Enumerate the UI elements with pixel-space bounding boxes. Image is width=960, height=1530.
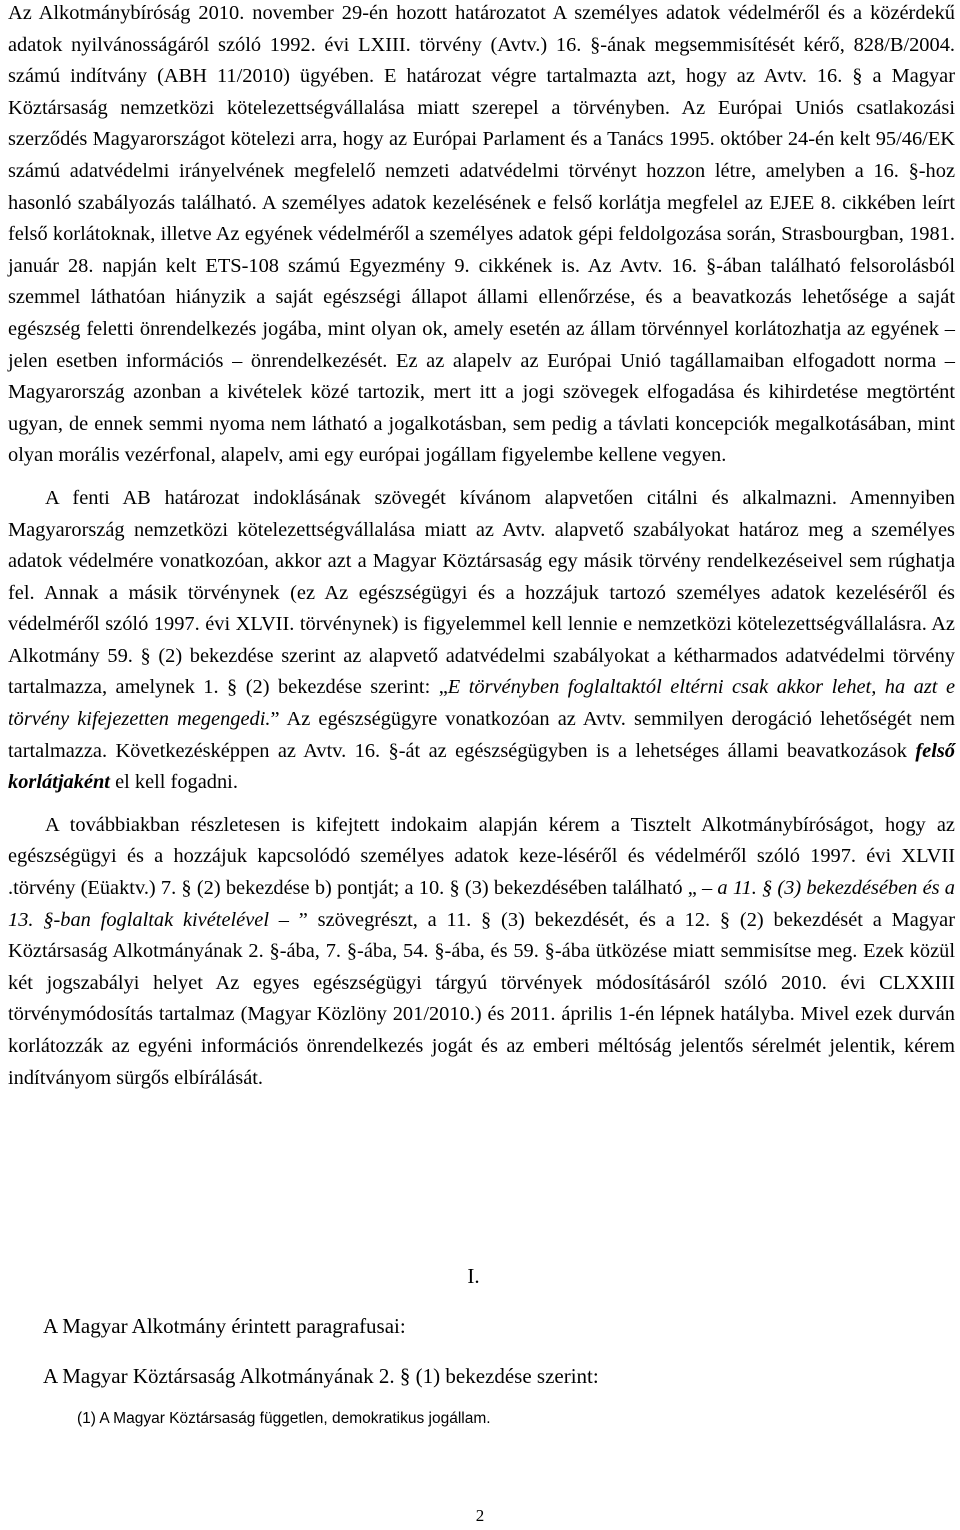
paragraph-text: – ” szövegrészt, a 11. § (3) bekezdését, és a 12. § (2) bekezdését a Magyar Köztársaság Alkotmányának 2. §-ába, 7. §-ába, 54. §-ába, és 59. §-ába ütközése miatt semmisítse meg. Ezek közül két jogszabályi helyet Az egyes egészségügyi tárgyú törvények módosításáról szóló 2010. évi CLXXIII törvénymódosítás tartalmaz (Magyar Közlöny 201/2010.) és 2011. április 1-én lépnek hatályba. Mivel ezek durván korlátozzák az egyéni információs önrendelkezés jogát és az emberi méltóság jelentős sérelmét jelentik, kérem indítványom sürgős elbírálását. <box>8 908 956 1089</box>
paragraph-citation-request <box>8 483 955 799</box>
paragraph-text: A fenti AB határozat indoklásának szövegét kívánom alapvetően citálni és alkalmazni. Amennyiben Magyarország nemzetközi kötelezettségvállalása miatt az Avtv. alapvető szabályokat határoz meg a személyes adatok védelmére vonatkozóan, akkor azt a Magyar Köztársaság egy másik törvény rendelkezéseivel sem rúghatja fel. Annak a másik törvénynek (ez Az egészségügyi és a hozzájuk tartozó személyes adatok kezeléséről és védelméről szóló 1997. évi XLVII. törvénynek) is figyelemmel kell lennie e nemzetközi kötelezettségvállalásra. Az Alkotmány 59. § (2) bekezdése szerint az alapvető adatvédelmi szabályokat a kétharmados adatvédelmi törvény tartalmazza, amelynek 1. § (2) bekezdése szerint: „ <box>8 486 955 699</box>
section-heading: A Magyar Alkotmány érintett paragrafusai: <box>43 1314 406 1338</box>
constitution-quote: (1) A Magyar Köztársaság független, demokratikus jogállam. <box>77 1410 491 1427</box>
emphasized-phrase: felső korlátjaként <box>8 739 955 794</box>
page-number: 2 <box>475 1506 485 1525</box>
section-number: I. <box>467 1264 480 1288</box>
paragraph-text: ” Az egészségügyre vonatkozóan az Avtv. semmilyen derogáció lehetőségét nem tartalmazza. Következésképpen az Avtv. 16. §-át az egészségügyben is a lehetséges állami beavatkozások <box>8 708 955 762</box>
paragraph-petition <box>8 810 955 1094</box>
paragraph-ab-decision: Az Alkotmánybíróság 2010. november 29-én hozott határozatot A személyes adatok védelméről és a közérdekű adatok nyilvánosságáról szóló 1992. évi LXIII. törvény (Avtv.) 16. §-ának megsemmisítését kérő, 828/B/2004. számú indítvány (ABH 11/2010) ügyében. E határozat végre tartalmazta azt, hogy az Avtv. 16. § a Magyar Köztársaság nemzetközi kötelezettségvállalása miatt szerepel a törvényben. Az Európai Uniós csatlakozási szerződés Magyarországot kötelezi arra, hogy az Európai Parlament és a Tanács 1995. október 24-én kelt 95/46/EK számú adatvédelmi irányelvének megfelelő nemzeti adatvédelmi törvényt hozzon létre, amelyben a 16. §-hoz hasonló szabályozás található. A személyes adatok kezelésének e felső korlátja megfelel az EJEE 8. cikkében leírt felső korlátoknak, illetve Az egyének védelméről a személyes adatok gépi feldolgozása során, Strasbourgban, 1981. január 28. napján kelt ETS-108 számú Egyezmény 9. cikkének is. Az Avtv. 16. §-ában található felsorolásból szemmel láthatóan hiányzik a saját egészségi állapot állami ellenőrzése, és a beavatkozás lehetősége a saját egészség feletti önrendelkezés jogába, mint olyan ok, amely esetén az állam törvénnyel korlátozhatja az egyének – jelen esetben információs – önrendelkezését. Ez az alapelv az Európai Unió tagállamaiban elfogadott norma – Magyarország azonban a kivételek közé tartozik, mert itt a jogi szövegek elfogadása és kihirdetése megtörtént ugyan, de ennek semmi nyoma nem látható a jogalkotásban, sem pedig a távlati koncepciók megalkotásában, mint olyan morális vezérfonal, alapelv, ami egy európai jogállam figyelembe kellene vegyen. <box>8 2 955 467</box>
quoted-law-text: a 11. § (3) bekezdésében és a 13. §-ban foglaltak kivételével <box>8 877 955 931</box>
document-page <box>8 0 955 1094</box>
quoted-law-text: E törvényben foglaltaktól eltérni csak akkor lehet, ha azt e törvény kifejezetten megengedi. <box>8 676 955 731</box>
paragraph-text: el kell fogadni. <box>109 771 238 794</box>
article-heading: A Magyar Köztársaság Alkotmányának 2. § (1) bekezdése szerint: <box>43 1364 599 1388</box>
paragraph-text: A továbbiakban részletesen is kifejtett indokaim alapján kérem a Tisztelt Alkotmánybíróságot, hogy az egészségügyi és a hozzájuk kapcsolódó személyes adatok keze-léséről és védelméről szóló 1997. évi XLVII .törvény (Eüaktv.) 7. § (2) bekezdése b) pontját; a 10. § (3) bekezdésében található „ – <box>8 813 955 900</box>
